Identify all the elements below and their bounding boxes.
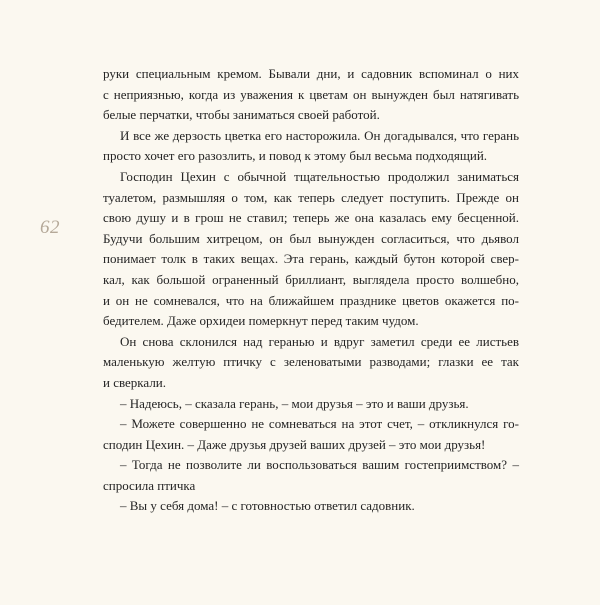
paragraph xyxy=(103,496,519,517)
text-line: – Тогда не позволите ли воспользоваться вашим гостеприимством? – xyxy=(120,457,519,473)
text-line: и он не сомневался, что на ближайшем празднике цветов окажется по- xyxy=(103,292,519,308)
paragraph xyxy=(103,332,519,394)
text-line: – Надеюсь, – сказала герань, – мои друзья – это и ваши друзья. xyxy=(120,395,469,411)
text-line: Он снова склонился над геранью и вдруг заметил среди ее листьев xyxy=(120,333,519,349)
body-text xyxy=(103,64,519,517)
paragraph xyxy=(103,394,519,415)
text-line: просто хочет его разозлить, и повод к этому был весьма подходящий. xyxy=(103,148,488,164)
text-line: Господин Цехин с обычной тщательностью продолжил заниматься xyxy=(120,168,519,184)
text-line: с неприязнью, когда из уважения к цветам он вынужден был натягивать xyxy=(103,86,519,102)
paragraph xyxy=(103,126,519,167)
text-line: Будучи большим хитрецом, он был вынужден согласиться, что дьявол xyxy=(103,230,519,246)
paragraph xyxy=(103,167,519,332)
text-line: и сверкали. xyxy=(103,374,167,390)
text-line: туалетом, размышляя о том, как теперь следует поступить. Прежде он xyxy=(103,189,519,205)
text-line: кал, как большой ограненный бриллиант, выглядела просто волшебно, xyxy=(103,271,519,287)
text-line: спросила птичка xyxy=(103,477,196,493)
text-line: маленькую желтую птичку с зеленоватыми разводами; глазки ее так xyxy=(103,354,519,370)
paragraph xyxy=(103,414,519,455)
text-line: И все же дерзость цветка его насторожила. Он догадывался, что герань xyxy=(120,127,519,143)
text-line: понимает толк в таких вещах. Эта герань, каждый бутон которой свер- xyxy=(103,251,519,267)
text-line: бедителем. Даже орхидеи померкнут перед таким чудом. xyxy=(103,313,419,329)
text-line: сподин Цехин. – Даже друзья друзей ваших друзей – это мои друзья! xyxy=(103,436,486,452)
paragraph xyxy=(103,455,519,496)
text-line: – Можете совершенно не сомневаться на этот счет, – откликнулся го- xyxy=(120,416,519,432)
text-line: свою душу и в грош не ставил; теперь же она казалась ему бесценной. xyxy=(103,210,519,226)
paragraph xyxy=(103,64,519,126)
text-line: белые перчатки, чтобы заниматься своей работой. xyxy=(103,107,380,123)
text-line: руки специальным кремом. Бывали дни, и садовник вспоминал о них xyxy=(103,66,519,81)
text-line: – Вы у себя дома! – с готовностью ответил садовник. xyxy=(120,498,415,514)
page-number: 62 xyxy=(40,217,60,238)
